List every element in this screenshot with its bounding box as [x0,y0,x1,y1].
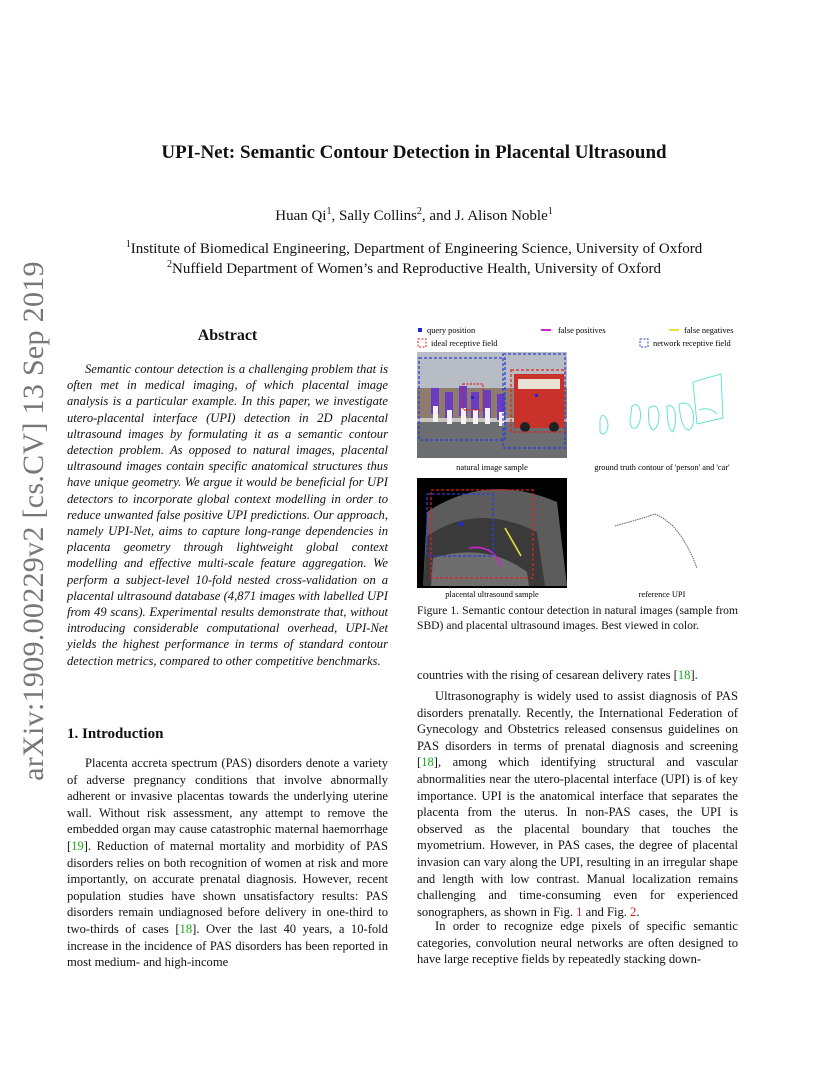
placental-ultrasound-sample [417,478,567,588]
natural-image-sample [417,352,567,458]
intro-text-2: ]. Reduction of maternal mortality and morbidity of PAS disorders relies on both recognition of women at risk and more importantly, on accurate prenatal diagnosis. However, recent population studies have shown unsatisfactory results: PAS disorders remain undiagnosed before delivery in one-third to two-thirds of cases [ [67,838,388,936]
intro-heading: 1. Introduction [67,726,164,742]
abstract-text: Semantic contour detection is a challenging problem that is often met in medical imaging, of which placental image analysis is a particular example. In this paper, we investigate utero-placental interface (UPI) detection in 2D placental ultrasound images by formulating it as a semantic contour detection problem. As opposed to natural images, placental ultrasound images contain specific anatomical structures thus have unique geometry. We argue it would be beneficial for UPI detectors to incorporate global context modelling in order to reduce unwanted false positive UPI predictions. Our approach, namely UPI-Net, aims to capture long-range dependencies in placenta geometry through lightweight global context modelling and effective multi-scale feature aggregation. We perform a subject-level 10-fold nested cross-validation on a placental ultrasound database (4,871 images with labelled UPI from 49 scans). Experimental results demonstrate that, without introducing considerable computational overhead, UPI-Net yields the highest performance in terms of standard contour detection metrics, compared to other competitive benchmarks. [67,362,388,668]
figure-1 [417,322,742,602]
author-2-sup: 2 [416,206,422,217]
affiliation-2-text: Nuffield Department of Women’s and Reproductive Health, University of Oxford [172,261,661,277]
right-paragraph-2: In order to recognize edge pixels of specific semantic categories, convolution neural networks are often designed to have large receptive fields by repeatedly stacking down- [417,919,738,967]
author-list [0,208,828,225]
author-2: , Sally Collins [331,208,417,224]
fig-ref-2[interactable]: 2 [630,904,637,919]
citation-19[interactable]: 19 [71,838,84,853]
legend-query: query position [427,326,476,335]
intro-text-1: Placenta accreta spectrum (PAS) disorders denote a variety of adverse pregnancy conditions that involve abnormally adherent or invasive placentas towards the underlying uterine wall. Without risk assessment, any attempt to remove the embedded organ may cause catastrophic maternal haemorrhage [ [67,756,388,853]
legend-net-rf: network receptive field [653,339,731,348]
author-1: Huan Qi [275,208,327,224]
ideal-rf-box-icon [418,339,426,347]
intro-paragraph [67,755,388,971]
citation-18-a[interactable]: 18 [677,668,691,682]
paper-title: UPI-Net: Semantic Contour Detection in Placental Ultrasound [161,142,667,163]
right-paragraph-1 [417,688,738,920]
citation-18[interactable]: 18 [179,921,193,936]
gt-contour-sample [600,374,723,434]
label-reference: reference UPI [638,590,686,599]
author-3: , and J. Alison Noble [421,208,548,224]
label-natural: natural image sample [456,463,528,472]
fig-ref-1[interactable]: 1 [576,904,583,919]
intro-text-3: ]. Over the last 40 years, a 10-fold increase in the incidence of PAS disorders has been reported in most medium- and high-income [67,921,388,970]
legend-ideal-rf: ideal receptive field [431,339,498,348]
author-3-sup: 1 [547,206,553,217]
arxiv-stamp-text: arXiv:1909.00229v2 [cs.CV] 13 Sep 2019 [17,261,50,781]
figure-1-caption: Figure 1. Semantic contour detection in natural images (sample from SBD) and placental ultrasound images. Best viewed in color. [417,604,738,632]
legend-false-neg: false negatives [684,326,734,335]
affiliation-2 [0,261,828,278]
right-text-1a: Ultrasonography is widely used to assist diagnosis of PAS disorders prenatally. Recently, the International Federation of Gynecology and Obstetrics released consensus guidelines on PAS disorders in terms of prenatal diagnosis and screening [ [417,689,738,770]
query-marker-icon [418,328,422,332]
affiliation-1-sup: 1 [125,239,131,250]
abstract-heading: Abstract [197,327,258,344]
right-text-1b: ], among which identifying structural and vascular abnormalities near the utero-placental interface (UPI) is of key importance. UPI is the anatomical interface that separates the placenta from the uterus. In non-PAS cases, the UPI is observed as the placental boundary that touches the myometrium. However, in PAS cases, the degree of placental invasion can vary along the UPI, resulting in an irregular shape and length with low contrast. Manual localization remains challenging and time-consuming even for experienced sonographers, as shown in Fig. [417,755,738,919]
reference-upi-contour [615,514,697,568]
affiliation-1 [0,241,828,258]
right-text-1d: . [636,904,640,919]
arxiv-stamp [6,261,62,781]
network-rf-box-icon [640,339,648,347]
affiliation-2-sup: 2 [167,259,173,270]
figure-1-graphic [417,322,742,602]
right-text-0b: ]. [690,668,698,682]
affiliation-1-text: Institute of Biomedical Engineering, Department of Engineering Science, University of Oxford [130,241,703,257]
right-paragraph-0 [417,667,738,684]
right-text-0a: countries with the rising of cesarean delivery rates [ [417,668,678,682]
right-text-1c: and Fig. [582,904,631,919]
legend-false-pos: false positives [558,326,606,335]
citation-18-b[interactable]: 18 [421,755,434,770]
label-gt: ground truth contour of 'person' and 'car' [594,463,730,472]
label-placental: placental ultrasound sample [445,590,539,599]
author-1-sup: 1 [326,206,332,217]
